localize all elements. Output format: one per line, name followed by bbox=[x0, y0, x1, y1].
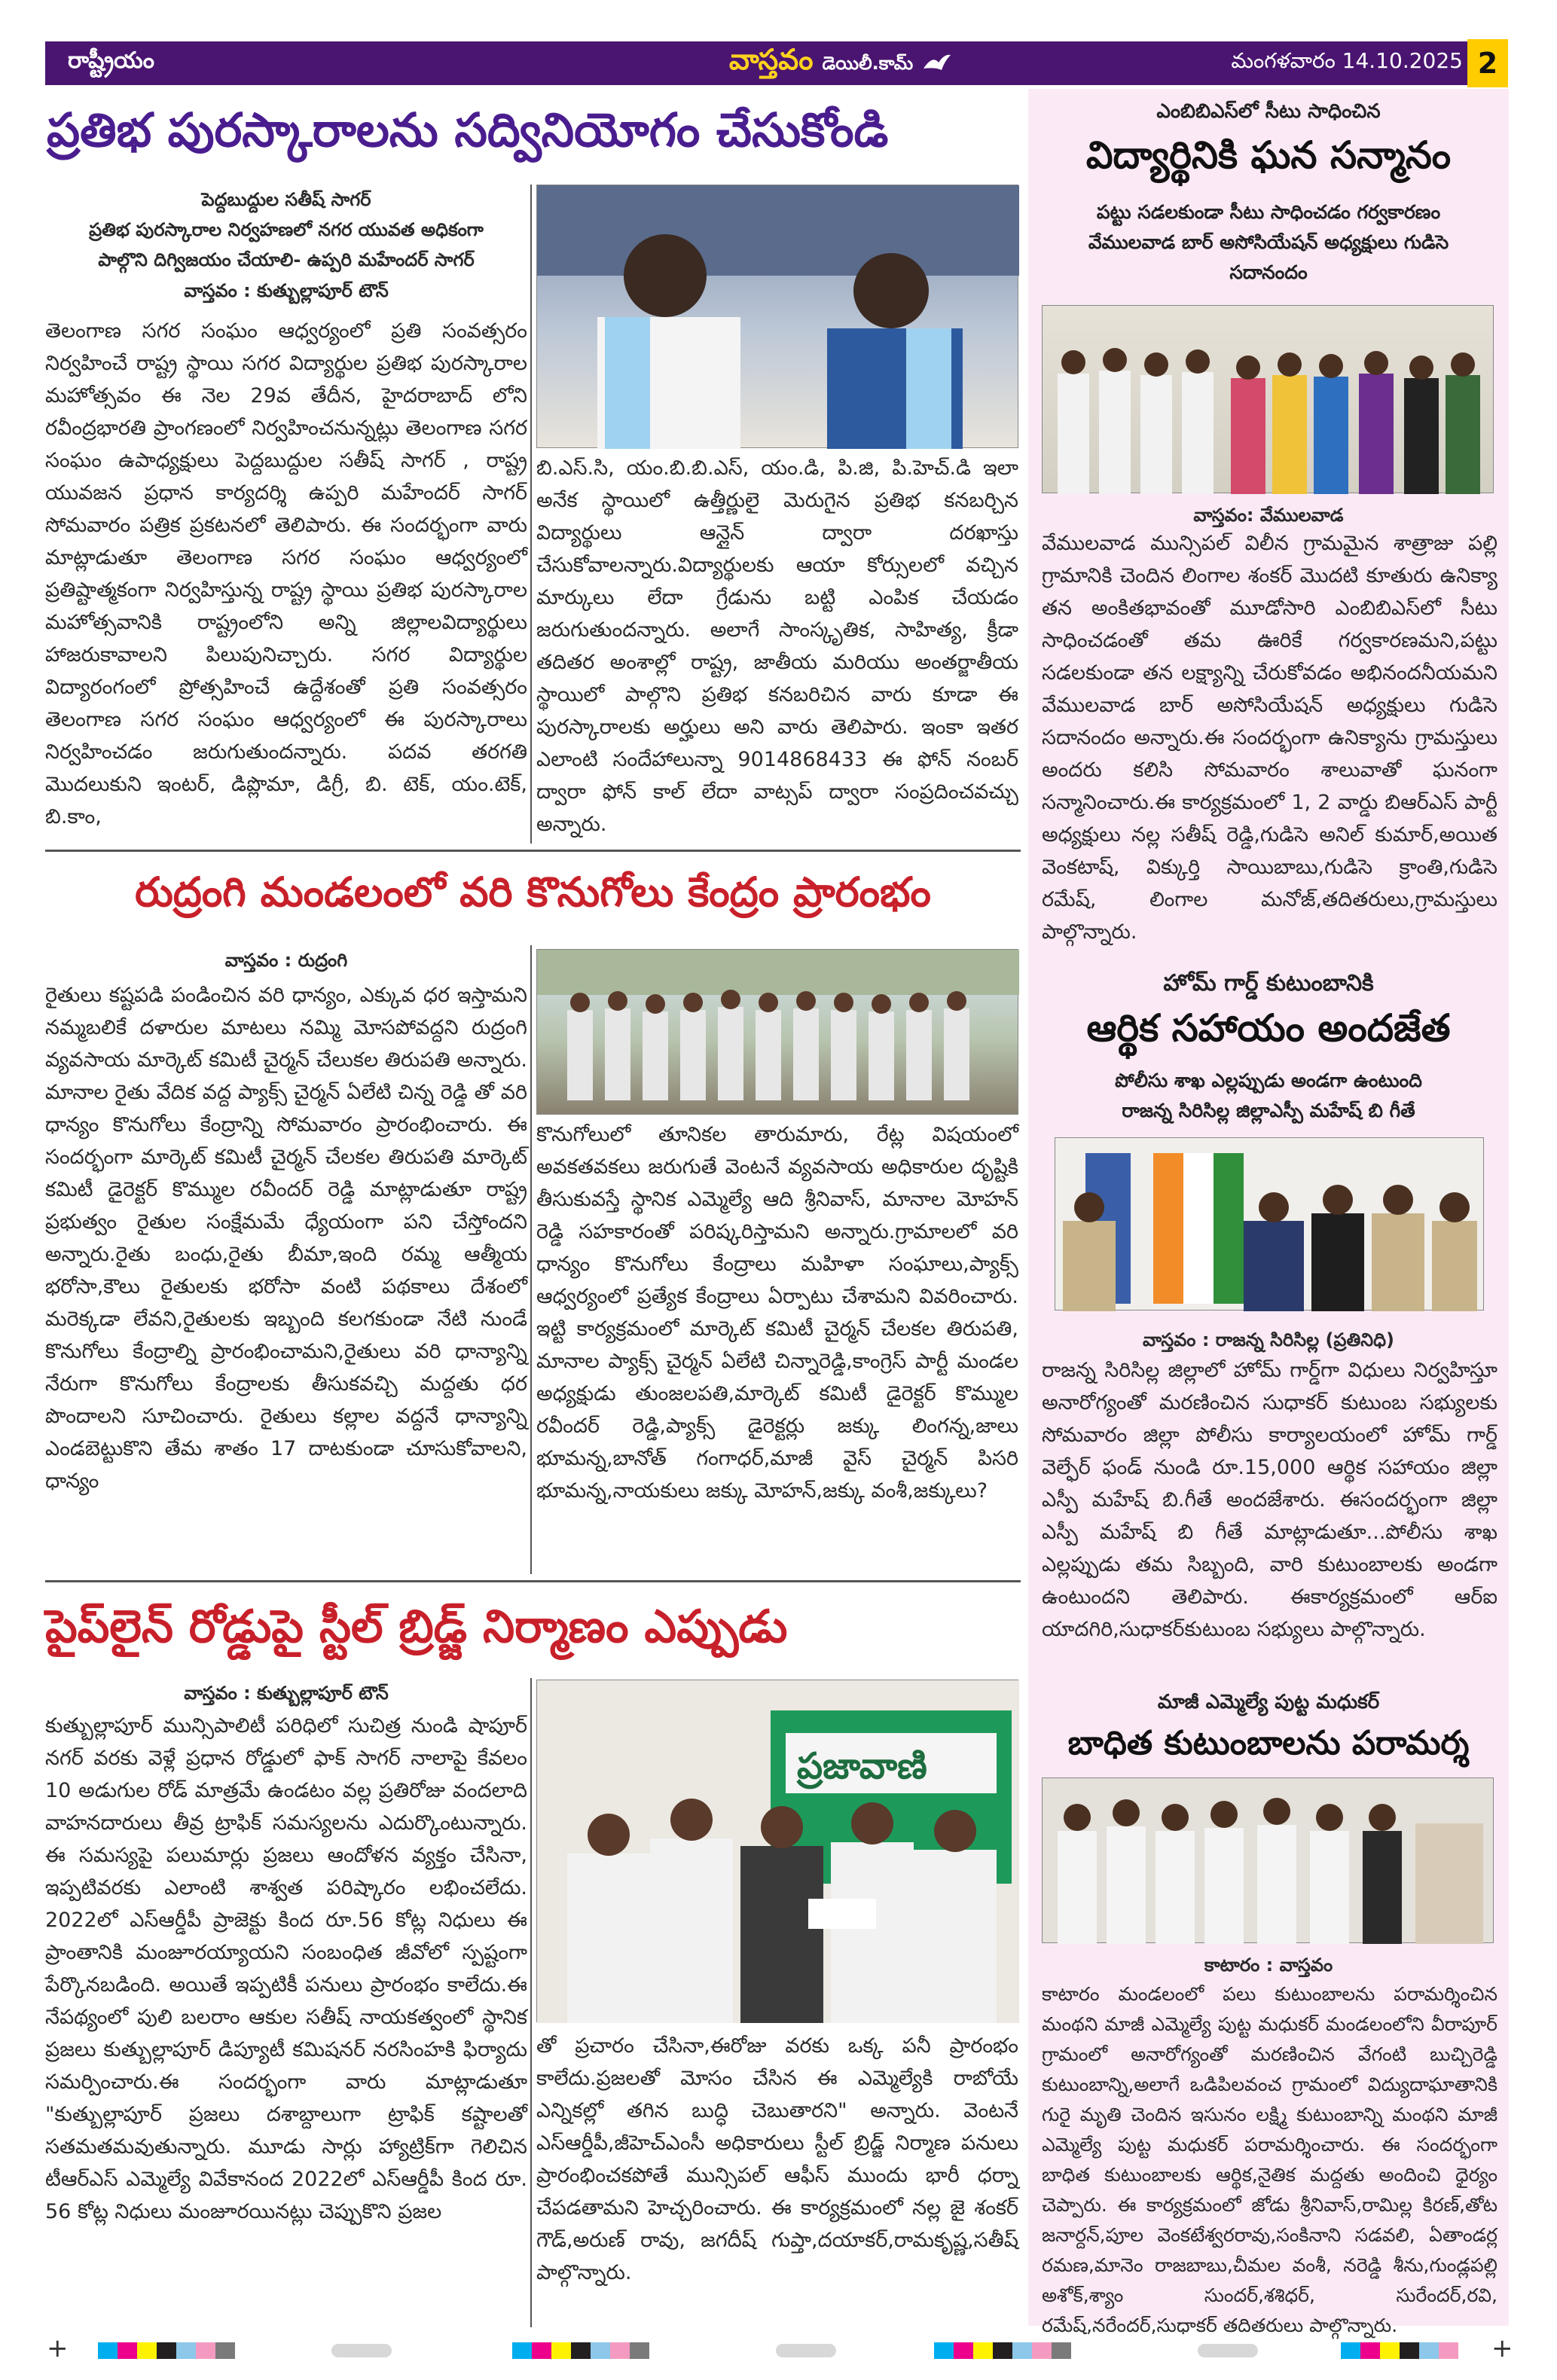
side1-kicker: ఎంబిబిఎస్‌లో సీటు సాధించిన bbox=[1156, 100, 1381, 123]
color-pill-3 bbox=[1198, 2344, 1258, 2357]
byline-sub2: పాల్గొని దిగ్విజయం చేయాలి- ఉప్పరి మహేందర్ సాగర్ bbox=[98, 249, 475, 270]
rule-vertical-1 bbox=[530, 185, 532, 844]
banner-text: ప్రజావాణి bbox=[797, 1745, 927, 1787]
side3-photo bbox=[1042, 1777, 1494, 1943]
side3-dateline: కాటారం : వాస్తవం bbox=[1204, 1954, 1333, 1976]
byline-name: పెద్దబుద్దుల సతీష్ సాగర్ bbox=[201, 189, 371, 210]
side1-dateline: వాస్తవం: వేములవాడ bbox=[1193, 505, 1344, 526]
side2-headline: ఆర్థిక సహాయం అందజేత bbox=[1086, 1006, 1451, 1050]
side2-dateline: వాస్తవం : రాజన్న సిరిసిల్ల (ప్రతినిధి) bbox=[1142, 1329, 1395, 1350]
rule-vertical-3 bbox=[530, 1678, 532, 2327]
rule-vertical-2 bbox=[530, 945, 532, 1574]
brand-sub: డెయిలీ.కామ్ bbox=[822, 53, 914, 74]
article2-dateline: వాస్తవం : రుద్రంగి bbox=[224, 950, 348, 971]
article3-headline: పైప్‌లైన్ రోడ్డుపై స్టీల్ బ్రిడ్జ్ నిర్మాణం ఎప్పుడు bbox=[45, 1600, 788, 1653]
color-bar-4 bbox=[1341, 2342, 1458, 2359]
article1-dateline: వాస్తవం : కుత్బుల్లాపూర్ టౌన్ bbox=[184, 280, 389, 301]
felicitation-photo-graphic bbox=[1043, 306, 1494, 494]
police-photo-graphic bbox=[1055, 1138, 1485, 1311]
side1-photo bbox=[1042, 305, 1494, 493]
article3-col2: తో ప్రచారం చేసినా,ఈరోజు వరకు ఒక్క పనీ ప్రారంభం కాలేదు.ప్రజలతో మోసం చేసిన ఈ ఎమ్మెల్యేకి రాబోయే ఎన్నికల్లో తగిన బుద్ధి చెబుతారని" అన్నారు. వెంటనే ఎస్ఆర్డీపీ,జీహెచ్ఎంసీ అధికారులు స్టీల్ బ్రిడ్జ్ నిర్మాణ పనులు ప్రారంభించకపోతే మున్సిపల్ ఆఫీస్ ముందు భారీ ధర్నా చేపడతామని హెచ్చరించారు. ఈ కార్యక్రమంలో నల్ల జై శంకర్ గౌడ్,అరుణ్ రావు, జగదీష్ గుప్తా,దయాకర్,రామకృష్ణ,సతీష్ పాల్గొన్నారు. bbox=[536, 2034, 1018, 2284]
side3-headline: బాధిత కుటుంబాలను పరామర్శ bbox=[1067, 1724, 1470, 1762]
issue-date: మంగళవారం 14.10.2025 bbox=[1231, 48, 1463, 73]
office-photo-graphic bbox=[537, 1680, 1019, 2023]
portrait-photo-graphic bbox=[537, 185, 1019, 449]
rule-horizontal-1 bbox=[45, 850, 1021, 852]
side1-headline: విద్యార్థినికి ఘన సన్మానం bbox=[1085, 133, 1452, 177]
side2-photo bbox=[1055, 1137, 1484, 1311]
brand-name: వాస్తవం bbox=[728, 43, 814, 76]
rule-horizontal-2 bbox=[45, 1580, 1021, 1582]
article3-photo bbox=[536, 1680, 1018, 2022]
page-number: 2 bbox=[1467, 39, 1508, 87]
color-bar-3 bbox=[934, 2342, 1071, 2359]
article2-headline: రుద్రంగి మండలంలో వరి కొనుగోలు కేంద్రం ప్రారంభం bbox=[135, 868, 931, 916]
side2-kicker: హోమ్ గార్డ్ కుటుంబానికి bbox=[1163, 970, 1374, 996]
color-bar-2 bbox=[512, 2342, 649, 2359]
side1-sub1: పట్టు సడలకుండా సీటు సాధించడం గర్వకారణం bbox=[1096, 201, 1441, 223]
side1-body: వేములవాడ మున్సిపల్ విలీన గ్రామమైన శాత్రాజు పల్లి గ్రామానికి చెందిన లింగాల శంకర్ మొదటి కూతురు ఉనిక్యా తన అంకితభావంతో మూడోసారి ఎంబిబిఎస్‌లో సీటు సాధించడంతో తమ ఊరికే గర్వకారణమని,పట్టు సడలకుండా తన లక్ష్యాన్ని చేరుకోవడం అభినందనీయమని వేములవాడ బార్ అసోసియేషన్ అధ్యక్షులు గుడిసె సదానందం అన్నారు.ఈ సందర్భంగా ఉనిక్యాను గ్రామస్తులు అందరు కలిసి సోమవారం శాలువాతో ఘనంగా సన్మానించారు.ఈ కార్యక్రమంలో 1, 2 వార్డు బిఆర్ఎస్ పార్టీ అధ్యక్షులు నల్ల సతీష్ రెడ్డి,గుడిసె అనిల్ కుమార్,అయిత వెంకటాష్, విక్కుర్తి సాయిబాబు,గుడిసె క్రాంతి,గుడిసె రమేష్, లింగాల మనోజ్,తదితరులు,గ్రామస్తులు పాల్గొన్నారు. bbox=[1042, 532, 1497, 944]
side1-sub3: సదానందం bbox=[1229, 261, 1308, 283]
side3-kicker: మాజీ ఎమ్మెల్యే పుట్ట మధుకర్ bbox=[1157, 1691, 1380, 1713]
article2-col2: కొనుగోలులో తూనికల తారుమారు, రేట్ల విషయంలో అవకతవకలు జరుగుతే వెంటనే వ్యవసాయ అధికారుల దృష్టికి తీసుకువస్తే స్థానిక ఎమ్మెల్యే ఆది శ్రీనివాస్, మానాల మోహన్ రెడ్డి సహకారంతో పరిష్కరిస్తామని అన్నారు.గ్రామాలలో వరి ధాన్యం కొనుగోలు కేంద్రాలు మహిళా సంఘాలు,ప్యాక్స్ ఆధ్వర్యంలో ప్రత్యేక కేంద్రాలు ఏర్పాటు చేశామని వివరించారు. ఇట్టి కార్యక్రమంలో మార్కెట్ కమిటీ చైర్మన్ చేలకల తిరుపతి, మానాల ప్యాక్స్ చైర్మన్ ఏలేటి చిన్నారెడ్డి,కాంగ్రెస్ పార్టీ మండల అధ్యక్షుడు తుంజలపతి,మార్కెట్ కమిటీ డైరెక్టర్ కొమ్ముల రవీందర్ రెడ్డి,ప్యాక్స్ డైరెక్టర్లు జక్కు లింగన్న,జాలు భూమన్న,బానోత్ గంగాధర్,మాజీ వైస్ చైర్మన్ పిసరి భూమన్న,నాయకులు జక్కు మోహన్,జక్కు వంశీ,జక్కులు? bbox=[536, 1123, 1018, 1503]
color-pill-2 bbox=[776, 2344, 836, 2357]
side2-body: రాజన్న సిరిసిల్ల జిల్లాలో హోమ్ గార్డ్‌గా విధులు నిర్వహిస్తూ అనారోగ్యంతో మరణించిన సుధాకర్ కుటుంబ సభ్యులకు సోమవారం జిల్లా పోలీసు కార్యాలయంలో హోమ్ గార్డ్ వెల్ఫేర్ ఫండ్ నుండి రూ.15,000 ఆర్థిక సహాయం జిల్లా ఎస్పీ మహేష్ బి.గీతే అందజేశారు. ఈసందర్భంగా జిల్లా ఎస్పీ మహేష్ బి గీతే మాట్లాడుతూ...పోలీసు శాఖ ఎల్లప్పుడు తమ సిబ్బంది, వారి కుటుంబాలకు అండగా ఉంటుందని తెలిపారు. ఈకార్యక్రమంలో ఆర్ఐ యాదగిరి,సుధాకర్‌కుటుంబ సభ్యులు పాల్గొన్నారు. bbox=[1042, 1359, 1497, 1641]
registration-cross-right: + bbox=[1491, 2333, 1513, 2363]
brand bbox=[490, 43, 1192, 84]
registration-cross-left: + bbox=[47, 2333, 69, 2363]
article2-col1: రైతులు కష్టపడి పండించిన వరి ధాన్యం, ఎక్కువ ధర ఇస్తామని నమ్మబలికే దళారుల మాటలు నమ్మి మోసపోవద్దని రుద్రంగి వ్యవసాయ మార్కెట్ కమిటీ చైర్మన్ చేలుకల తిరుపతి అన్నారు. మానాల రైతు వేదిక వద్ద ప్యాక్స్ చైర్మన్ ఏలేటి చిన్న రెడ్డి తో వరి ధాన్యం కొనుగోలు కేంద్రాన్ని సోమవారం ప్రారంభించారు. ఈ సందర్భంగా మార్కెట్ కమిటీ చైర్మన్ చేలకల తిరుపతి మార్కెట్ కమిటీ డైరెక్టర్ కొమ్ముల రవీందర్ రెడ్డి మాట్లాడుతూ రాష్ట్ర ప్రభుత్వం రైతుల సంక్షేమమే ధ్యేయంగా పని చేస్తోందని అన్నారు.రైతు బంధు,రైతు బీమా,ఇంది రమ్మ ఆత్మీయ భరోసా,కౌలు రైతులకు భరోసా వంటి పథకాలు దేశంలో మరెక్కడా లేవని,రైతులకు ఇబ్బంది కలగకుండా నేటి నుండే కొనుగోలు కేంద్రాల్ని ప్రారంభించామని,రైతులు వరి ధాన్యాన్ని నేరుగా కొనుగోలు కేంద్రాలకు తీసుకవచ్చి మద్దతు ధర పొందాలని సూచించారు. రైతులు కల్లాల వద్దనే ధాన్యాన్ని ఎండబెట్టుకొని తేమ శాతం 17 దాటకుండా చూసుకోవాలని, ధాన్యం bbox=[45, 984, 527, 1493]
article1-col1: తెలంగాణ సగర సంఘం ఆధ్వర్యంలో ప్రతి సంవత్సరం నిర్వహించే రాష్ట్ర స్థాయి సగర విద్యార్థుల ప్రతిభ పురస్కారాల మహోత్సవం ఈ నెల 29వ తేదీన, హైదరాబాద్ లోని రవీంద్రభారతి ప్రాంగణంలో నిర్వహించనున్నట్లు తెలంగాణ సగర సంఘం ఉపాధ్యక్షులు పెద్దబుద్దుల సతీష్ సాగర్ , రాష్ట్ర యువజన ప్రధాన కార్యదర్శి ఉప్పరి మహేందర్ సాగర్ సోమవారం పత్రిక ప్రకటనలో తెలిపారు. ఈ సందర్భంగా వారు మాట్లాడుతూ తెలంగాణ సగర సంఘం ఆధ్వర్యంలో ప్రతిష్టాత్మకంగా నిర్వహిస్తున్న రాష్ట్ర స్థాయి ప్రతిభ పురస్కారాల మహోత్సవానికి రాష్ట్రంలోని అన్ని జిల్లాలవిద్యార్థులు హాజరుకావాలని పిలుపునిచ్చారు. సగర విద్యార్థుల విద్యారంగంలో ప్రోత్సహించే ఉద్దేశంతో ప్రతి సంవత్సరం తెలంగాణ సగర సంఘం ఆధ్వర్యంలో ఈ పురస్కారాలు నిర్వహించడం జరుగుతుందన్నారు. పదవ తరగతి మొదలుకుని ఇంటర్, డిప్లొమా, డిగ్రీ, బి. టెక్, యం.టెక్, బి.కాం, bbox=[45, 319, 527, 828]
article3-dateline: వాస్తవం : కుత్బుల్లాపూర్ టౌన్ bbox=[184, 1683, 389, 1704]
group-photo-graphic bbox=[537, 950, 1019, 1115]
side2-sub1: పోలీసు శాఖ ఎల్లప్పుడు అండగా ఉంటుంది bbox=[1115, 1069, 1422, 1091]
section-label: రాష్ట్రీయం bbox=[68, 47, 154, 74]
color-pill-1 bbox=[331, 2344, 392, 2357]
side2-sub2: రాజన్న సిరిసిల్ల జిల్లాఎస్పీ మహేష్ బి గీతే bbox=[1122, 1100, 1415, 1121]
article1-headline: ప్రతిభ పురస్కారాలను సద్వినియోగం చేసుకోండి bbox=[47, 102, 889, 157]
article1-photo bbox=[536, 185, 1018, 448]
article1-byline bbox=[45, 185, 527, 307]
article2-photo bbox=[536, 949, 1018, 1115]
color-bar-1 bbox=[98, 2342, 235, 2359]
visit-photo-graphic bbox=[1043, 1778, 1494, 1944]
side1-sub2: వేములవాడ బార్ అసోసియేషన్ అధ్యక్షులు గుడిసె bbox=[1088, 231, 1449, 253]
side3-body: కాటారం మండలంలో పలు కుటుంబాలను పరామర్శించిన మంథని మాజీ ఎమ్మెల్యే పుట్ట మధుకర్ మండలంలోని వీరాపూర్ గ్రామంలో అనారోగ్యంతో మరణించిన వేగంటి బుచ్చిరెడ్డి కుటుంబాన్ని,అలాగే ఒడిపిలవంచ గ్రామంలో విద్యుదాఘాతానికి గురై మృతి చెందిన ఇసునం లక్ష్మి కుటుంబాన్ని మంథని మాజీ ఎమ్మెల్యే పుట్ట మధుకర్ పరామర్శించారు. ఈ సందర్భంగా బాధిత కుటుంబాలకు ఆర్థిక,నైతిక మద్దతు అందించి ధైర్యం చెప్పారు. ఈ కార్యక్రమంలో జోడు శ్రీనివాస్,రామిల్ల కిరణ్,తోట జనార్దన్,పూల వెంకటేశ్వరరావు,సంకినాని సడవలి, ఏతాండర్ల రమణ,మానెం రాజబాబు,చీమల వంశీ, నరెడ్డి శీను,గుండ్లపల్లి అశోక్,శ్యాం సుందర్,శశిధర్, సురేందర్,రవి, రమేష్,నరేందర్,సుధాకర్ తదితరులు పాల్గొన్నారు. bbox=[1042, 1983, 1497, 2336]
masthead-bar bbox=[45, 41, 1508, 85]
byline-sub1: ప్రతిభ పురస్కారాల నిర్వహణలో నగర యువత అధికంగా bbox=[89, 219, 484, 240]
bird-logo-icon bbox=[922, 52, 952, 75]
article3-col1: కుత్బుల్లాపూర్ మున్సిపాలిటీ పరిధిలో సుచిత్ర నుండి షాపూర్ నగర్ వరకు వెళ్లే ప్రధాన రోడ్డులో ఫాక్ సాగర్ నాలాపై కేవలం 10 అడుగుల రోడ్ మాత్రమే ఉండటం వల్ల ప్రతిరోజు వందలాది వాహనదారులు తీవ్ర ట్రాఫిక్ సమస్యలను ఎదుర్కొంటున్నారు. ఈ సమస్యపై పలుమార్లు ప్రజలు ఆందోళన వ్యక్తం చేసినా, ఇప్పటివరకు ఎలాంటి శాశ్వత పరిష్కారం లభించలేదు. 2022లో ఎస్ఆర్డీపీ ప్రాజెక్టు కింద రూ.56 కోట్ల నిధులు ఈ ప్రాంతానికి మంజూరయ్యాయని సంబంధిత జీవోలో స్పష్టంగా పేర్కొనబడింది. అయితే ఇప్పటికీ పనులు ప్రారంభం కాలేదు.ఈ నేపథ్యంలో పులి బలరాం ఆకుల సతీష్ నాయకత్వంలో స్థానిక ప్రజలు కుత్బుల్లాపూర్ డిప్యూటీ కమిషనర్ నరసింహకి ఫిర్యాదు సమర్పించారు.ఈ సందర్భంగా వారు మాట్లాడుతూ "కుత్బుల్లాపూర్ ప్రజలు దశాబ్దాలుగా ట్రాఫిక్ కష్టాలతో సతమతమవుతున్నారు. మూడు సార్లు హ్యాట్రిక్‌గా గెలిచిన టీఆర్ఎస్ ఎమ్మెల్యే వివేకానంద 2022లో ఎస్ఆర్డీపీ కింద రూ. 56 కోట్ల నిధులు మంజూరయినట్లు చెప్పుకొని ప్రజల bbox=[45, 1714, 527, 2223]
article1-col2: బి.ఎస్.సి, యం.బి.బి.ఎస్, యం.డి, పి.జి, పి.హెచ్.డి ఇలా అనేక స్థాయిలో ఉత్తీర్ణులై మెరుగైన ప్రతిభ కనబర్చిన విద్యార్థులు ఆన్లైన్ ద్వారా దరఖాస్తు చేసుకోవాలన్నారు.విద్యార్థులకు ఆయా కోర్సులలో వచ్చిన మార్కులు లేదా గ్రేడును బట్టి ఎంపిక చేయడం జరుగుతుందన్నారు. అలాగే సాంస్కృతిక, సాహిత్య, క్రీడా తదితర అంశాల్లో రాష్ట్ర, జాతీయ మరియు అంతర్జాతీయ స్థాయిలో పాల్గొని ప్రతిభ కనబరిచిన వారు కూడా ఈ పురస్కారాలకు అర్హులు అని వారు తెలిపారు. ఇంకా ఇతర ఎలాంటి సందేహాలున్నా 9014868433 ఈ ఫోన్ నంబర్ ద్వారా ఫోన్ కాల్ లేదా వాట్సప్ ద్వారా సంప్రదించవచ్చు అన్నారు. bbox=[536, 456, 1018, 836]
